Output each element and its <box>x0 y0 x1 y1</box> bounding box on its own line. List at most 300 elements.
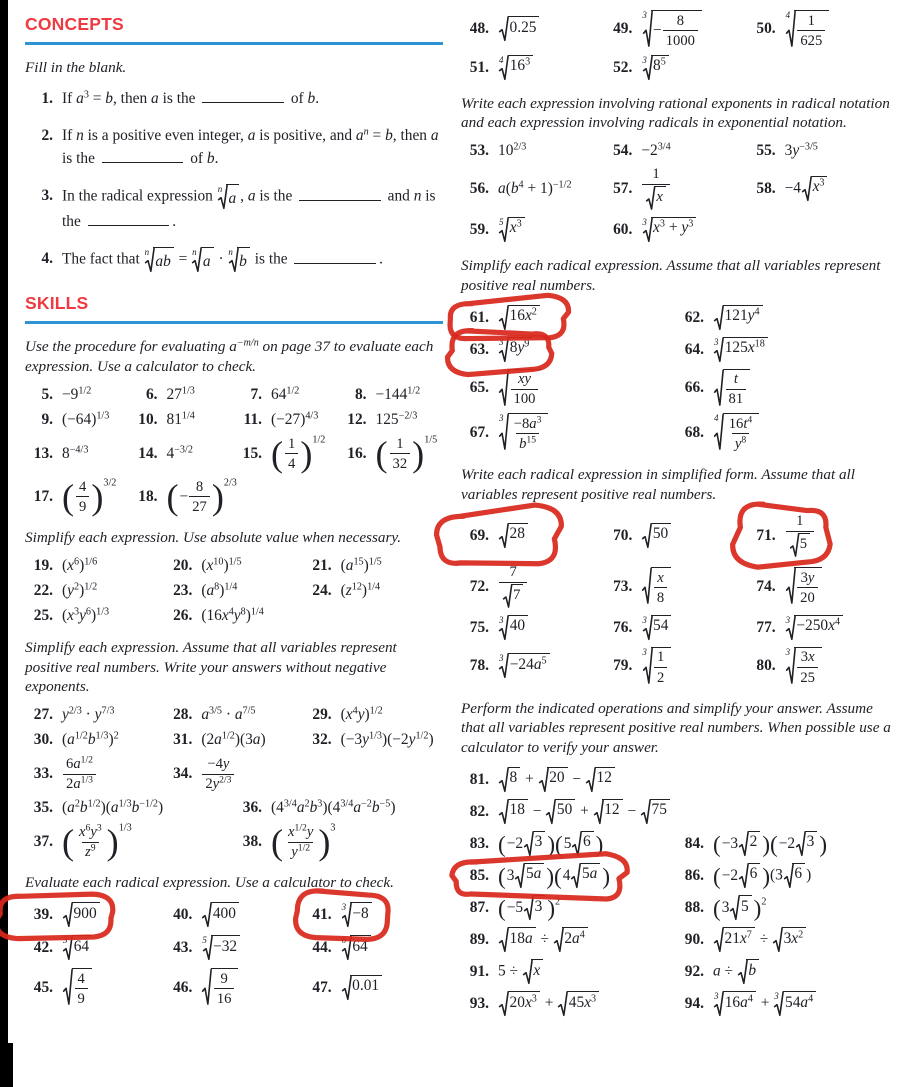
problem-number: 68. <box>684 423 704 441</box>
problem-expression: $^3$ $\frac{3x}{25}$ <box>785 647 823 686</box>
problem-expression: $(x^6)^{1/6}$ <box>62 556 98 574</box>
problem-number: 31. <box>173 731 193 749</box>
problem <box>25 968 164 1007</box>
problem-number: 33. <box>33 765 53 783</box>
problem <box>461 413 676 452</box>
problem-expression: $20x^3$ + $45x^3$ <box>498 991 600 1017</box>
problem-expression: $^3$ $\frac{1}{2}$ <box>641 647 672 686</box>
problem-number: 86. <box>684 866 704 884</box>
problem <box>164 706 303 724</box>
problem <box>461 142 604 160</box>
problem-expression: $^3$ $125x^{18}$ <box>713 337 769 363</box>
problem <box>461 959 676 985</box>
problem-expression: ( 1 32 ) $^{1/5}$ <box>375 433 438 474</box>
problem-number: 29. <box>312 706 332 724</box>
fill-blank <box>299 187 381 200</box>
problem <box>676 413 891 452</box>
problem-expression: 0.01 <box>341 975 383 1001</box>
problem <box>164 557 303 575</box>
problem-expression: 50 <box>641 523 672 549</box>
problem <box>461 799 891 825</box>
problem <box>339 386 444 404</box>
problem-expression: $64^{1/2}$ <box>271 385 300 403</box>
left-column <box>25 8 443 1014</box>
problem-row <box>461 564 891 609</box>
problem <box>304 935 443 961</box>
skills-groups-right <box>461 10 891 1017</box>
problem-expression: $125^{-2/3}$ <box>375 410 418 428</box>
problem-expression: $^3$ $-250x^4$ <box>785 615 844 641</box>
problem-expression: ( 3 5a ) ( 4 5a ) <box>498 862 611 889</box>
problem-expression: $\frac{4}{9}$ <box>62 968 93 1007</box>
concept-text: If n is a positive even integer, a is positive, and $a^n = b$, then a is the of b. <box>62 126 439 167</box>
problem-number: 17. <box>33 487 53 505</box>
problem <box>461 523 604 549</box>
problem-row <box>25 476 443 517</box>
problem-row <box>461 217 891 243</box>
problem <box>748 176 891 202</box>
problem-row <box>461 55 891 81</box>
instruction-text: Use the procedure for evaluating $a^{-m/n}$ on page 37 to evaluate each expression. Use a calculator to check. <box>25 337 434 375</box>
problem-row <box>25 731 443 749</box>
problem-number: 83. <box>469 834 489 852</box>
problem <box>676 369 891 408</box>
problem <box>604 142 747 160</box>
problem <box>676 863 891 889</box>
problem-expression: $121y^4$ <box>713 305 764 331</box>
problem-expression: $^4$ $\frac{16t^4}{y^8}$ <box>713 413 760 452</box>
problem-row <box>461 615 891 641</box>
problem <box>25 445 130 463</box>
problem-number: 62. <box>684 308 704 326</box>
concept-list <box>25 87 443 274</box>
problem-expression: $^3$ −8 <box>341 902 373 928</box>
problem-number: 11. <box>243 410 262 428</box>
problem-expression: $\frac{-4y}{2y^{2/3}}$ <box>201 756 235 792</box>
problem-expression: $(-64)^{1/3}$ <box>62 410 110 428</box>
problem-number: 89. <box>469 931 489 949</box>
problem-expression: $y^{2/3} \cdot y^{7/3}$ <box>62 705 115 724</box>
problem-number: 1. <box>41 89 53 107</box>
problem <box>676 991 891 1017</box>
problem-number: 93. <box>469 995 489 1013</box>
problem-number: 71. <box>756 526 776 544</box>
problem-expression: $^3$ $8^5$ <box>641 55 670 81</box>
problem-expression: $(x^{10})^{1/5}$ <box>201 556 242 574</box>
problem-number: 2. <box>41 126 53 144</box>
skills-groups-left <box>25 337 443 1007</box>
problem-number: 66. <box>684 378 704 396</box>
problem-row <box>25 935 443 961</box>
instruction-text: Simplify each expression. Use absolute value when necessary. <box>25 529 402 547</box>
problem-expression: $\frac{xy}{100}$ <box>498 369 543 408</box>
problem-number: 81. <box>469 770 489 788</box>
problem-number: 30. <box>33 731 53 749</box>
problem-row <box>25 386 443 404</box>
problem <box>604 615 747 641</box>
problem-number: 85. <box>469 866 489 884</box>
problem <box>461 55 604 81</box>
problem <box>461 991 676 1017</box>
problem <box>461 337 676 363</box>
problem-row <box>461 10 891 49</box>
problem-number: 80. <box>756 657 776 675</box>
problem <box>164 731 303 749</box>
problem <box>25 582 164 600</box>
problem <box>25 706 164 724</box>
problem <box>461 180 604 198</box>
problem <box>461 895 676 921</box>
problem-number: 40. <box>173 906 193 924</box>
problem <box>461 615 604 641</box>
problem-number: 52. <box>613 58 633 76</box>
problem-number: 91. <box>469 963 489 981</box>
concept-text: The fact that $^n$ ab = $^n$ a · $^n$ b is the . <box>62 247 443 273</box>
fill-blank <box>294 250 376 263</box>
problem-number: 58. <box>756 179 776 197</box>
problem-expression: $\frac{7}{7}$ <box>498 564 528 609</box>
problem-row <box>461 767 891 793</box>
problem <box>304 902 443 928</box>
problem-number: 48. <box>469 20 489 38</box>
problem-expression: 8 + 20 − 12 <box>498 767 616 793</box>
problem-number: 79. <box>613 657 633 675</box>
problem-number: 72. <box>469 577 489 595</box>
problem <box>130 411 235 429</box>
problem-number: 10. <box>138 410 158 428</box>
problem-number: 42. <box>33 939 53 957</box>
problem-expression: $a(b^4 + 1)^{-1/2}$ <box>498 179 572 197</box>
fill-blank <box>102 150 184 163</box>
problem <box>25 607 164 625</box>
problem-number: 74. <box>756 577 776 595</box>
problem <box>604 166 747 211</box>
problem-expression: ( −5 3 ) $^2$ <box>498 895 561 922</box>
problem-expression: $(y^2)^{1/2}$ <box>62 581 98 599</box>
problem-expression: $8^{-4/3}$ <box>62 444 89 462</box>
problem-expression: $^3$ $\frac{-8a^3}{b^{15}}$ <box>498 413 549 452</box>
problem <box>304 706 443 724</box>
problem-expression: $10^{2/3}$ <box>498 141 527 160</box>
problem <box>234 433 339 474</box>
skills-heading: SKILLS <box>25 293 89 314</box>
problem-number: 70. <box>613 526 633 544</box>
problem-row <box>461 369 891 408</box>
problem-row <box>25 557 443 575</box>
problem-number: 78. <box>469 657 489 675</box>
problem <box>676 337 891 363</box>
problem <box>339 411 444 429</box>
problem <box>25 756 164 792</box>
problem-expression: $-9^{1/2}$ <box>62 385 92 403</box>
problem-expression: 5 ÷ x <box>498 959 544 985</box>
concept-item <box>25 247 443 273</box>
concept-item <box>25 184 443 233</box>
problem <box>25 476 130 517</box>
problem <box>164 935 303 961</box>
problem-expression: ( − 8 27 ) $^{2/3}$ <box>166 476 237 517</box>
problem-number: 54. <box>613 142 633 160</box>
problem <box>25 799 234 817</box>
problem-number: 64. <box>684 340 704 358</box>
problem-number: 5. <box>41 385 53 403</box>
instruction-text: Perform the indicated operations and simplify your answer. Assume that all variables represent positive real numbers. When possible use a calculator to verify your answer. <box>461 699 891 757</box>
problem-expression: $^6$ 64 <box>341 935 372 961</box>
problem-number: 65. <box>469 378 489 396</box>
problem-expression: $(x^4y)^{1/2}$ <box>340 705 383 724</box>
problem-number: 37. <box>33 833 53 851</box>
skills-rule <box>25 321 443 324</box>
problem-number: 73. <box>613 577 633 595</box>
problem <box>748 615 891 641</box>
problem <box>461 16 604 42</box>
problem-row <box>461 337 891 363</box>
problem <box>748 10 891 49</box>
problem-number: 14. <box>138 444 158 462</box>
problem-expression: ( −2 6 ) (3 6 ) <box>713 862 812 889</box>
problem-expression: $(16x^4y^8)^{1/4}$ <box>201 606 264 624</box>
problem <box>604 567 747 606</box>
problem-number: 59. <box>469 220 489 238</box>
fill-blank <box>202 89 284 102</box>
problem-row <box>461 959 891 985</box>
problem-expression: 18a ÷ $2a^4$ <box>498 927 589 953</box>
problem-number: 35. <box>33 799 53 817</box>
problem <box>748 142 891 160</box>
problem <box>604 217 747 243</box>
problem-row <box>461 166 891 211</box>
problem-expression: $(-3y^{1/3})(-2y^{1/2})$ <box>340 730 434 749</box>
instruction-text: Write each radical expression in simplified form. Assume that all variables represent positive real numbers. <box>461 465 855 503</box>
concept-text: In the radical expression $^n$ a , a is the and n is the . <box>62 184 436 231</box>
problem-expression: $16x^2$ <box>498 305 541 331</box>
problem-number: 32. <box>312 731 332 749</box>
problem <box>234 386 339 404</box>
problem-expression: ( $x^{1/2}y$ $y^{1/2}$ ) $^3$ <box>271 822 336 863</box>
problem <box>461 831 676 857</box>
problem-number: 28. <box>173 706 193 724</box>
instruction-text: Simplify each radical expression. Assume that all variables represent positive real numbers. <box>461 257 881 294</box>
problem-row <box>461 895 891 921</box>
problem-number: 51. <box>469 58 489 76</box>
problem-number: 9. <box>41 410 53 428</box>
problem <box>130 476 237 517</box>
problem <box>748 647 891 686</box>
problem <box>604 647 747 686</box>
problem <box>604 523 747 549</box>
problem-number: 16. <box>347 444 367 462</box>
problem-row <box>25 411 443 429</box>
fill-blank <box>88 213 170 226</box>
problem-number: 21. <box>312 556 332 574</box>
problem-expression: $4^{-3/2}$ <box>166 444 193 462</box>
problem-number: 22. <box>33 581 53 599</box>
problem-row <box>461 513 891 558</box>
problem-number: 56. <box>469 179 489 197</box>
problem-number: 15. <box>242 444 262 462</box>
problem-expression: $(4^{3/4}a^2b^3)(4^{3/4}a^{-2}b^{-5})$ <box>271 798 396 817</box>
problem-expression: $^3$ $8y^9$ <box>498 337 533 363</box>
problem <box>304 557 443 575</box>
problem-number: 77. <box>756 618 776 636</box>
problem <box>304 975 443 1001</box>
problem-number: 82. <box>469 802 489 820</box>
problem-expression: $^5$ −32 <box>201 935 241 961</box>
concept-item <box>25 87 443 110</box>
problem <box>748 567 891 606</box>
problem <box>339 433 444 474</box>
problem-expression: $3y^{-3/5}$ <box>784 141 818 160</box>
problem <box>304 731 443 749</box>
problem-number: 43. <box>173 939 193 957</box>
concept-item <box>25 124 443 170</box>
problem <box>25 902 164 928</box>
problem-expression: $-144^{1/2}$ <box>375 385 421 403</box>
problem-number: 55. <box>756 142 776 160</box>
problem <box>604 10 747 49</box>
problem-expression: ( 1 4 ) $^{1/2}$ <box>271 433 326 474</box>
problem-number: 7. <box>250 385 262 403</box>
problem-number: 46. <box>173 978 193 996</box>
problem-number: 3. <box>41 187 53 205</box>
problem-expression: $^3$ $-24a^5$ <box>498 653 551 679</box>
problem-expression: $-2^{3/4}$ <box>641 141 671 160</box>
problem <box>164 968 303 1007</box>
problem-expression: 900 <box>62 902 101 928</box>
problem-expression: a ÷ b <box>713 959 760 985</box>
problem-number: 90. <box>684 931 704 949</box>
problem-row <box>25 607 443 625</box>
problem-row <box>25 582 443 600</box>
problem <box>676 927 891 953</box>
problem-expression: $^5$ $x^3$ <box>498 217 526 243</box>
problem-expression: 28 <box>498 523 529 549</box>
problem-expression: $^4$ $\frac{1}{625}$ <box>785 10 831 49</box>
problem-expression: ( 3 5 ) $^2$ <box>713 895 767 922</box>
problem-expression: ( $x^6y^3$ $z^9$ ) $^{1/3}$ <box>62 822 132 863</box>
instruction-text: Evaluate each radical expression. Use a calculator to check. <box>25 874 394 892</box>
problem <box>461 564 604 609</box>
problem-row <box>25 822 443 863</box>
problem <box>164 582 303 600</box>
problem-expression: 18 − 50 + 12 − 75 <box>498 799 671 825</box>
problem <box>130 386 235 404</box>
problem-number: 24. <box>312 581 332 599</box>
problem-row <box>25 799 443 817</box>
problem-number: 47. <box>312 978 332 996</box>
problem-row <box>25 902 443 928</box>
problem-expression: $(a^8)^{1/4}$ <box>201 581 238 599</box>
problem-number: 67. <box>469 423 489 441</box>
scan-edge-corner <box>0 1043 13 1087</box>
problem-number: 8. <box>354 385 367 403</box>
problem <box>676 895 891 921</box>
problem-number: 34. <box>173 765 193 783</box>
problem-expression: $^4$ $16^3$ <box>498 55 534 81</box>
problem <box>461 305 676 331</box>
problem-expression: $^3$ 54 <box>641 615 672 641</box>
problem-number: 75. <box>469 618 489 636</box>
problem <box>234 411 339 429</box>
problem-number: 76. <box>613 618 633 636</box>
problem-number: 38. <box>242 833 262 851</box>
problem <box>130 445 235 463</box>
problem-number: 63. <box>469 340 489 358</box>
problem-number: 12. <box>347 410 367 428</box>
problem-row <box>461 413 891 452</box>
problem-expression: ( −3 2 ) ( −2 3 ) <box>713 830 828 857</box>
problem-number: 25. <box>33 606 53 624</box>
problem-expression: $\frac{9}{16}$ <box>201 968 239 1007</box>
concepts-rule <box>25 42 443 45</box>
problem-number: 19. <box>33 556 53 574</box>
problem <box>25 386 130 404</box>
problem-expression: $(a^{15})^{1/5}$ <box>340 556 382 574</box>
problem <box>676 959 891 985</box>
problem <box>25 731 164 749</box>
problem-number: 39. <box>33 906 53 924</box>
problem-expression: ( −2 3 ) ( 5 6 ) <box>498 830 604 857</box>
problem <box>164 902 303 928</box>
problem-number: 4. <box>41 250 53 268</box>
problem-row <box>461 142 891 160</box>
problem <box>304 582 443 600</box>
problem-expression: $(a^{1/2}b^{1/3})^2$ <box>62 730 119 749</box>
problem-number: 84. <box>684 834 704 852</box>
problem-row <box>461 831 891 857</box>
problem-number: 50. <box>756 20 776 38</box>
problem <box>164 756 303 792</box>
problem <box>25 935 164 961</box>
problem-number: 60. <box>613 220 633 238</box>
problem <box>604 55 747 81</box>
problem-row <box>25 706 443 724</box>
problem-number: 13. <box>33 444 53 462</box>
problem-number: 45. <box>33 978 53 996</box>
problem-number: 18. <box>138 487 158 505</box>
problem-row <box>461 991 891 1017</box>
problem-expression: $(-27)^{4/3}$ <box>271 410 319 428</box>
problem-number: 49. <box>613 20 633 38</box>
problem-number: 57. <box>613 179 633 197</box>
problem-expression: $81^{1/4}$ <box>166 410 195 428</box>
problem-expression: $^3$ 64 <box>62 935 93 961</box>
problem-number: 26. <box>173 606 193 624</box>
problem <box>461 767 891 793</box>
problem-number: 94. <box>684 995 704 1013</box>
problem-row <box>461 799 891 825</box>
problem-expression: $\frac{1}{5}$ <box>785 513 815 558</box>
problem-expression: $\frac{3y}{20}$ <box>785 567 823 606</box>
problem-number: 23. <box>173 581 193 599</box>
problem-expression: $\frac{t}{81}$ <box>713 369 751 408</box>
problem <box>461 217 604 243</box>
problem-number: 88. <box>684 899 704 917</box>
problem <box>25 411 130 429</box>
problem-number: 87. <box>469 899 489 917</box>
problem-row <box>25 433 443 474</box>
problem-expression: $(x^3y^6)^{1/3}$ <box>62 606 110 624</box>
problem-number: 27. <box>33 706 53 724</box>
problem-expression: $^3$ $x^3 + y^3$ <box>641 217 697 243</box>
problem-row <box>25 756 443 792</box>
problem-expression: $21x^7$ ÷ $3x^2$ <box>713 927 807 953</box>
problem <box>164 607 303 625</box>
problem <box>461 927 676 953</box>
problem <box>676 831 891 857</box>
problem <box>25 822 234 863</box>
problem-row <box>461 863 891 889</box>
